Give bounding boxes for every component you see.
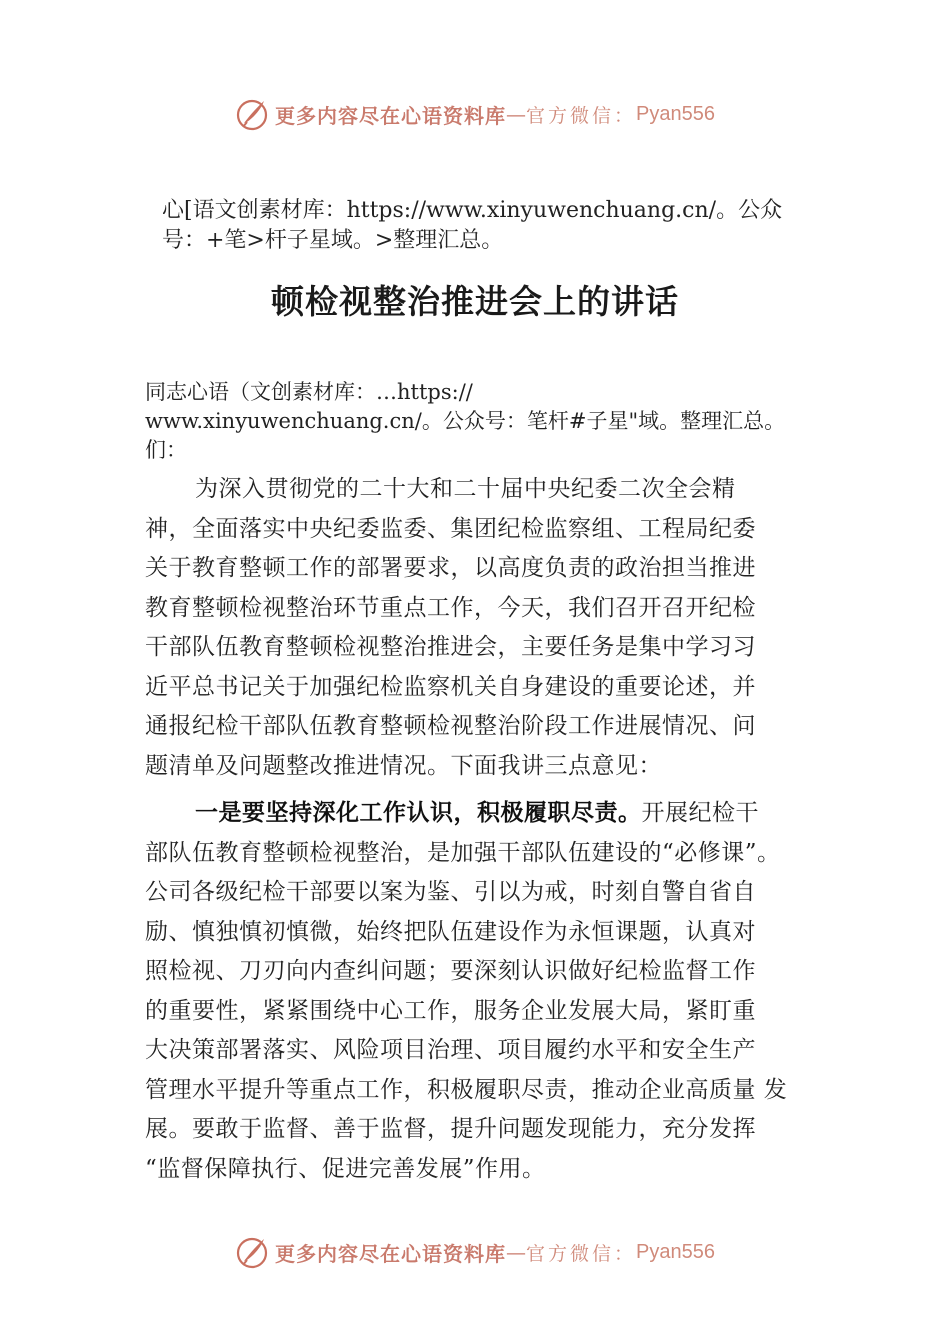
paragraph-line: “监督保障执行、促进完善发展”作用。 [145,1155,546,1182]
document-title: 顿检视整治推进会上的讲话 [271,282,679,321]
quill-logo-icon [235,1235,269,1269]
paragraph-line: 教育整顿检视整治环节重点工作，今天，我们召开召开纪检 [145,594,756,621]
banner-brand: 更多内容尽在心语资料库 [275,1241,506,1266]
paragraph-line: 展。要敢于监督、善于监督，提升问题发现能力，充分发挥 [145,1116,756,1142]
salutation-line: 同志心语（文创素材库：…https:// [145,380,473,404]
source-note [162,196,852,256]
quill-logo-icon [235,97,269,131]
paragraph-line: 的重要性，紧紧围绕中心工作，服务企业发展大局，紧盯重 [145,997,756,1024]
banner-wechat-label: 官方微信： [526,104,637,127]
paragraph-line: 为深入贯彻党的二十大和二十届中央纪委二次全会精 [195,476,736,502]
salutation [145,378,925,465]
banner-wechat-label: 官方微信： [526,1242,637,1265]
paragraph-line: 干部队伍教育整顿检视整治推进会，主要任务是集中学习习 [145,634,756,660]
paragraph-line: 近平总书记关于加强纪检监察机关自身建设的重要论述，并 [145,673,756,700]
salutation-line: 们： [145,438,187,462]
paragraph-line: 公司各级纪检干部要以案为鉴、引以为戒，时刻自警自省自 [145,879,756,905]
footer-banner [0,1232,950,1272]
banner-separator: — [506,1240,526,1264]
paragraph-point-one [145,794,835,1189]
paragraph-line: 管理水平提升等重点工作，积极履职尽责，推动企业高质量 发 [145,1076,788,1103]
source-note-line: 心[语文创素材库：https://www.xinyuwenchuang.cn/。公众 [162,198,783,223]
banner-brand: 更多内容尽在心语资料库 [275,103,506,128]
paragraph-text: 开展纪检干 [641,800,759,826]
paragraph-line: 神，全面落实中央纪委监委、集团纪检监察组、工程局纪委 [145,515,756,542]
paragraph-line: 照检视、刀刃向内查纠问题；要深刻认识做好纪检监督工作 [145,958,756,984]
paragraph-line: 励、慎独慎初慎微，始终把队伍建设作为永恒课题，认真对 [145,918,756,945]
banner-wechat-id: Pyan556 [636,102,715,125]
header-banner [0,94,950,134]
salutation-line: www.xinyuwenchuang.cn/。公众号：笔杆#子星"域。整理汇总。 [145,409,786,433]
paragraph-line [145,794,835,834]
paragraph-line: 题清单及问题整改推进情况。下面我讲三点意见： [145,752,662,779]
paragraph-intro [145,470,835,786]
source-note-line: 号：+笔>杆子星域。>整理汇总。 [162,228,504,253]
paragraph-line: 关于教育整顿工作的部署要求，以高度负责的政治担当推进 [145,555,756,581]
paragraph-line: 大决策部署落实、风险项目治理、项目履约水平和安全生产 [145,1037,756,1063]
banner-wechat-id: Pyan556 [636,1240,715,1263]
paragraph-line: 部队伍教育整顿检视整治，是加强干部队伍建设的“必修课”。 [145,839,781,866]
point-heading: 一是要坚持深化工作认识，积极履职尽责。 [195,800,642,826]
paragraph-line: 通报纪检干部队伍教育整顿检视整治阶段工作进展情况、问 [145,713,756,739]
banner-separator: — [506,102,526,126]
